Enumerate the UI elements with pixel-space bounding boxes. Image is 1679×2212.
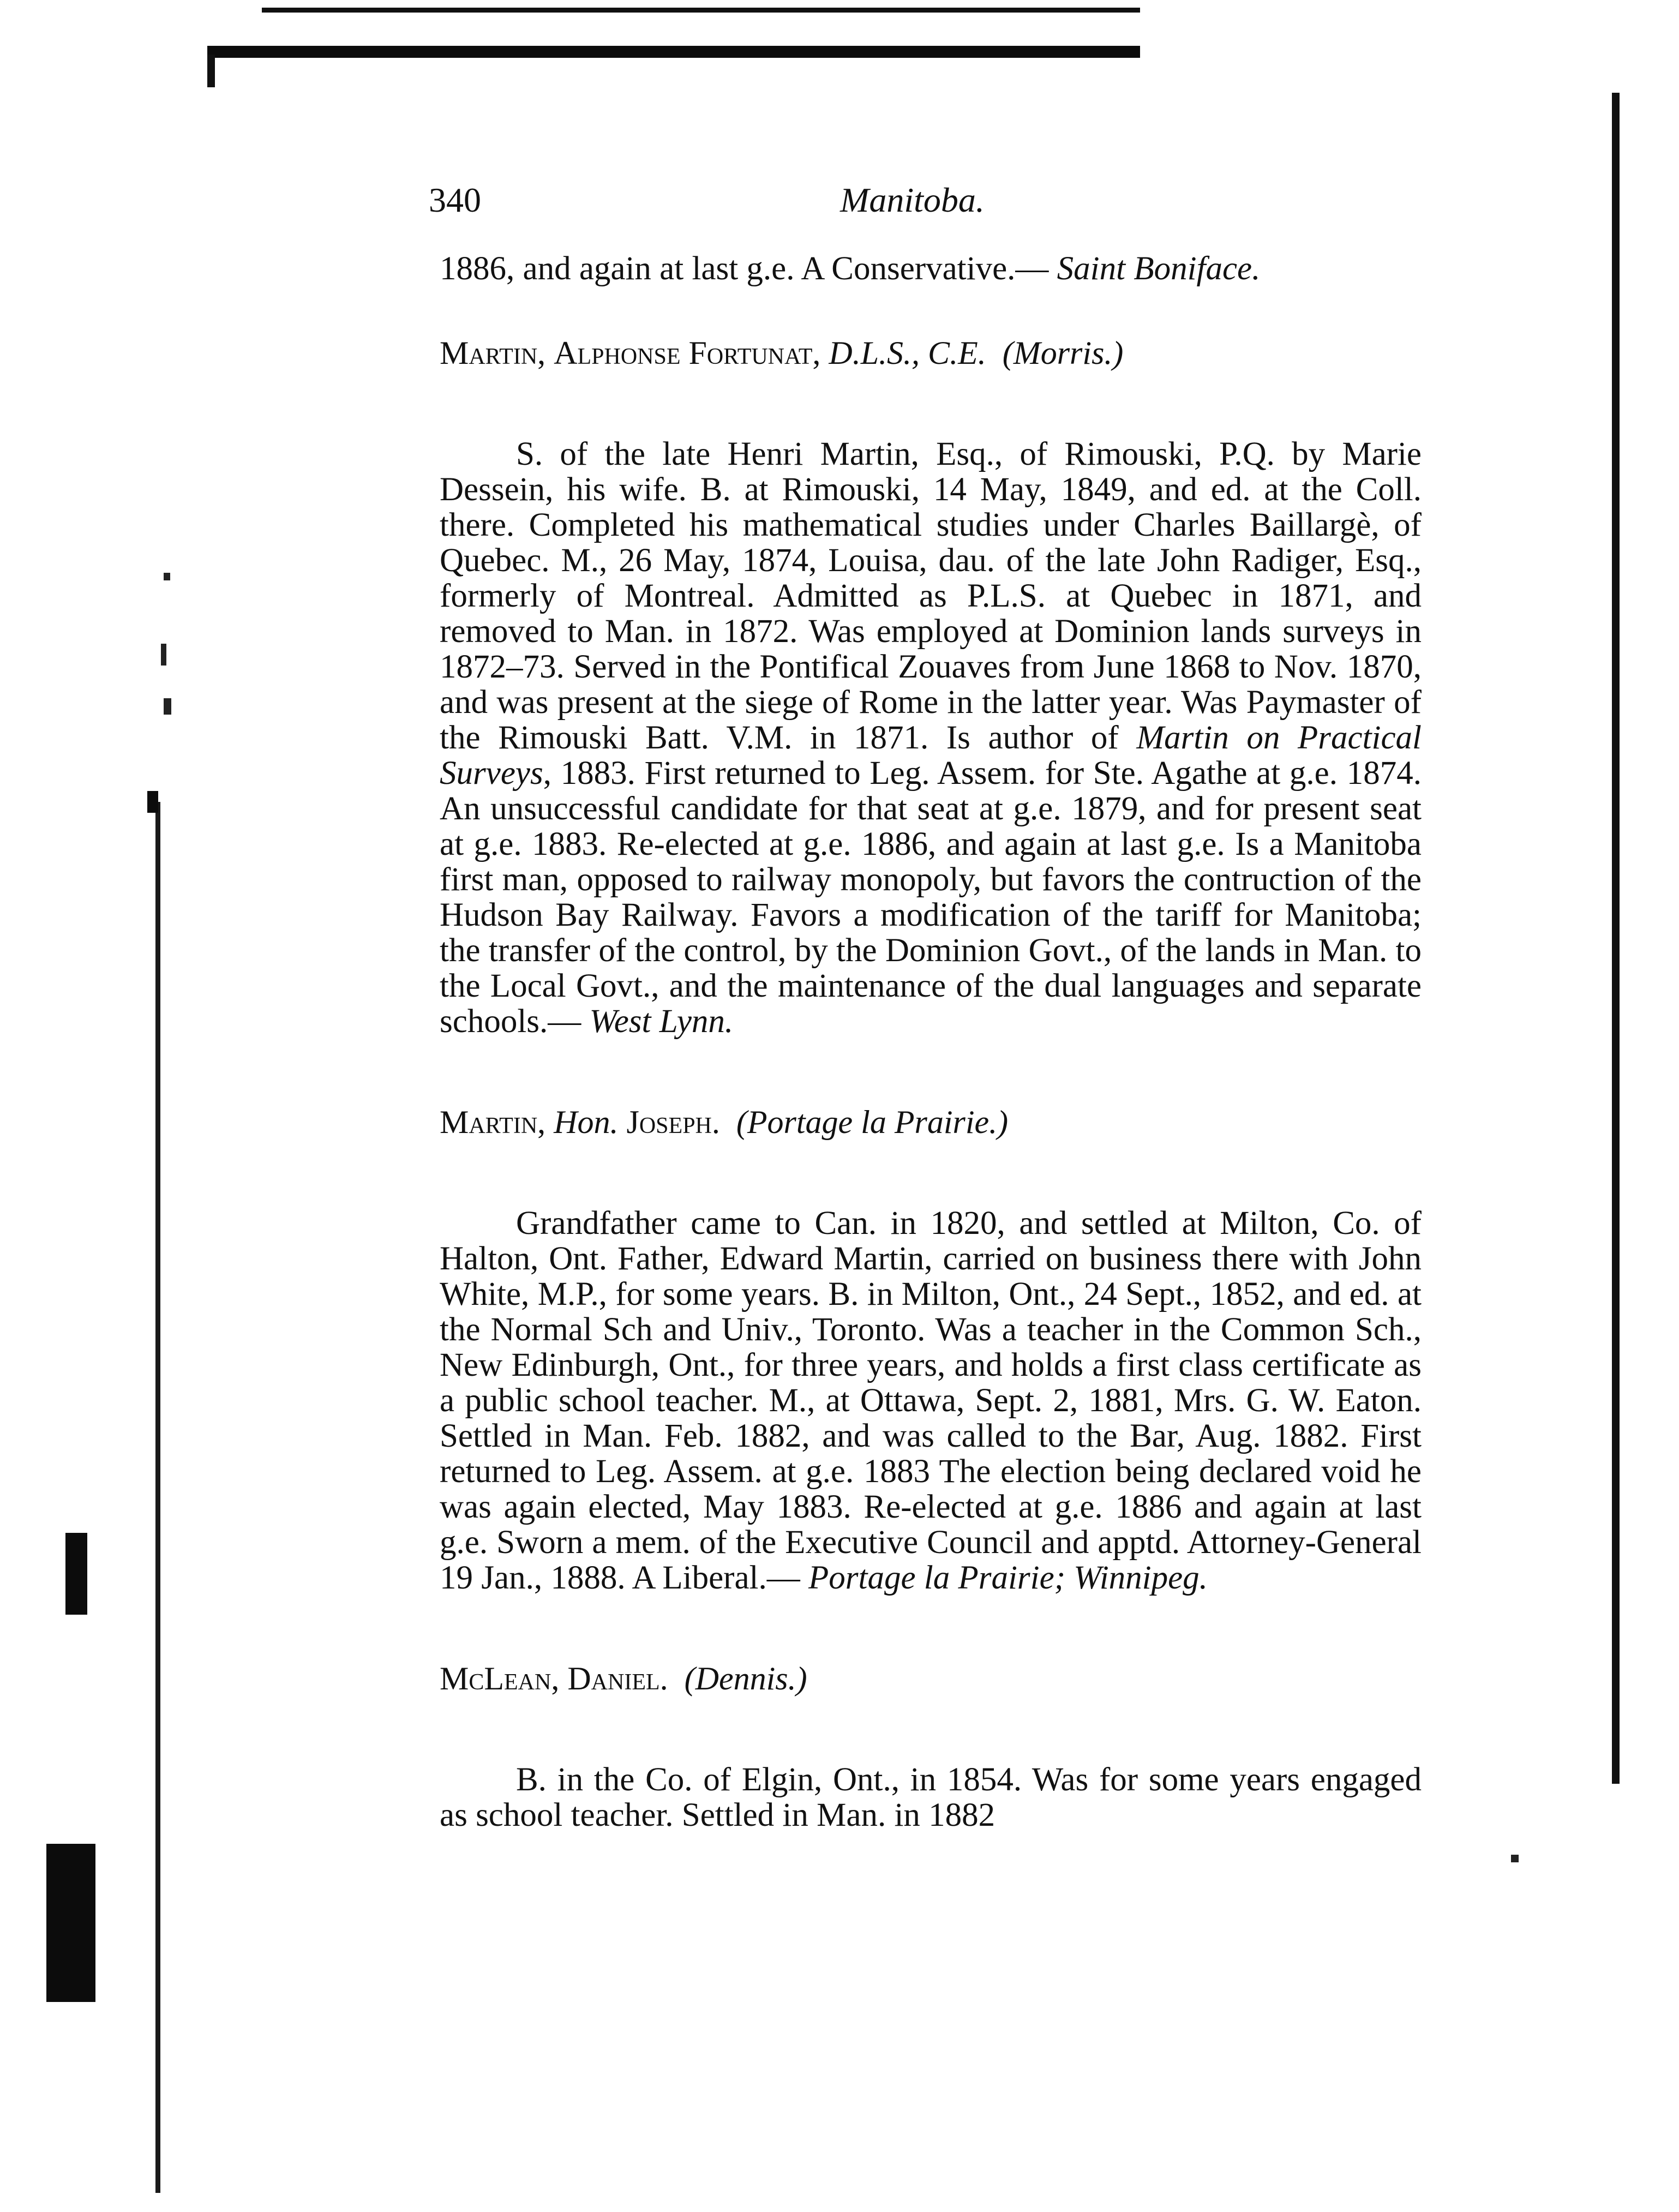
scan-binding-block bbox=[46, 1844, 95, 2002]
entry-body: Grandfather came to Can. in 1820, and settled at Milton, Co. of Halton, Ont. Father, Edward Martin, carried on business there with John White, M.P., for some years. B. in Milton, Ont., 24 Sept., 1852, and ed. at the Normal Sch and Univ., Toronto. Was a teacher in the Common Sch., New Edinburgh, Ont., for three years, and holds a first class certificate as a public school teacher. M., at Ottawa, Sept. 2, 1881, Mrs. G. W. Eaton. Settled in Man. Feb. 1882, and was called to the Bar, Aug. 1882. First returned to Leg. Assem. at g.e. 1883 The election being declared void he was again elected, May 1883. Re-elected at g.e. 1886 and again at last g.e. Sworn a mem. of the Executive Council and apptd. Attorney-General 19 Jan., 1888. A Liberal.— bbox=[440, 1205, 1422, 1596]
scan-binding-block bbox=[65, 1533, 87, 1615]
scan-speck bbox=[1511, 1855, 1519, 1862]
running-head: Manitoba. bbox=[840, 181, 985, 219]
continuation-paragraph bbox=[440, 251, 1422, 286]
scan-binding-block bbox=[147, 791, 158, 813]
scan-border-bar-edge bbox=[207, 55, 215, 87]
entry-credentials: D.L.S., C.E. bbox=[829, 335, 986, 371]
scan-page-edge bbox=[1612, 93, 1620, 1784]
entry-surname: McLean bbox=[440, 1661, 551, 1697]
entry-constituency: (Morris.) bbox=[1002, 335, 1124, 371]
scan-border-bar bbox=[207, 46, 1140, 58]
entry-body: B. in the Co. of Elgin, Ont., in 1854. Was for some years engaged as school teacher. Settled in Man. in 1882 bbox=[440, 1762, 1422, 1833]
entry-constituency: (Portage la Prairie.) bbox=[736, 1104, 1009, 1140]
entry-honorific: Hon. bbox=[554, 1104, 619, 1140]
entry-biography bbox=[440, 436, 1422, 1039]
entry-surname: Martin bbox=[440, 1104, 538, 1140]
scan-border-line bbox=[262, 8, 1140, 13]
entry-given-name: Daniel. bbox=[567, 1661, 668, 1697]
page-number: 340 bbox=[429, 181, 481, 219]
continuation-place: Saint Boniface. bbox=[1057, 250, 1261, 287]
entry-heading: McLean, Daniel. (Dennis.) bbox=[440, 1661, 807, 1697]
scan-speck bbox=[164, 698, 171, 715]
scan-binding-edge bbox=[155, 802, 160, 2193]
entry-book-title: Martin on Practical Surveys bbox=[440, 720, 1422, 792]
entry-biography bbox=[440, 1206, 1422, 1596]
entry-residence: West Lynn. bbox=[589, 1003, 734, 1040]
entry-constituency: (Dennis.) bbox=[684, 1661, 807, 1697]
continuation-text: 1886, and again at last g.e. A Conservative.— bbox=[440, 250, 1057, 287]
entry-given-name: Alphonse Fortunat bbox=[554, 335, 813, 371]
scan-speck bbox=[161, 644, 166, 666]
entry-surname: Martin bbox=[440, 335, 538, 371]
entry-given-name: Joseph. bbox=[626, 1104, 720, 1140]
entry-body-continued: , 1883. First returned to Leg. Assem. for Ste. Agathe at g.e. 1874. An unsuccessful candidate for that seat at g.e. 1879, and for present seat at g.e. 1883. Re-elected at g.e. 1886, and again at last g.e. Is a Manitoba first man, opposed to railway monopoly, but favors the contruction of the Hudson Bay Railway. Favors a modification of the tariff for Manitoba; the transfer of the control, by the Dominion Govt., of the lands in Man. to the Local Govt., and the maintenance of the dual languages and separate schools.— bbox=[440, 755, 1422, 1040]
entry-body: S. of the late Henri Martin, Esq., of Rimouski, P.Q. by Marie Dessein, his wife. B. at Rimouski, 14 May, 1849, and ed. at the Coll. there. Completed his mathematical studies under Charles Baillargè, of Quebec. M., 26 May, 1874, Louisa, dau. of the late John Radiger, Esq., formerly of Montreal. Admitted as P.L.S. at Quebec in 1871, and removed to Man. in 1872. Was employed at Dominion lands surveys in 1872–73. Served in the Pontifical Zouaves from June 1868 to Nov. 1870, and was present at the siege of Rome in the latter year. Was Paymaster of the Rimouski Batt. V.M. in 1871. Is author of bbox=[440, 436, 1422, 756]
entry-biography bbox=[440, 1762, 1422, 1833]
page-body bbox=[440, 251, 1422, 1833]
page-header bbox=[0, 180, 1679, 229]
entry-heading: Martin, Hon. Joseph. (Portage la Prairie.) bbox=[440, 1104, 1009, 1140]
entry-residence: Portage la Prairie; Winnipeg. bbox=[808, 1560, 1208, 1596]
scan-speck bbox=[164, 573, 170, 580]
entry-heading: Martin, Alphonse Fortunat, D.L.S., C.E. (Morris.) bbox=[440, 335, 1124, 371]
